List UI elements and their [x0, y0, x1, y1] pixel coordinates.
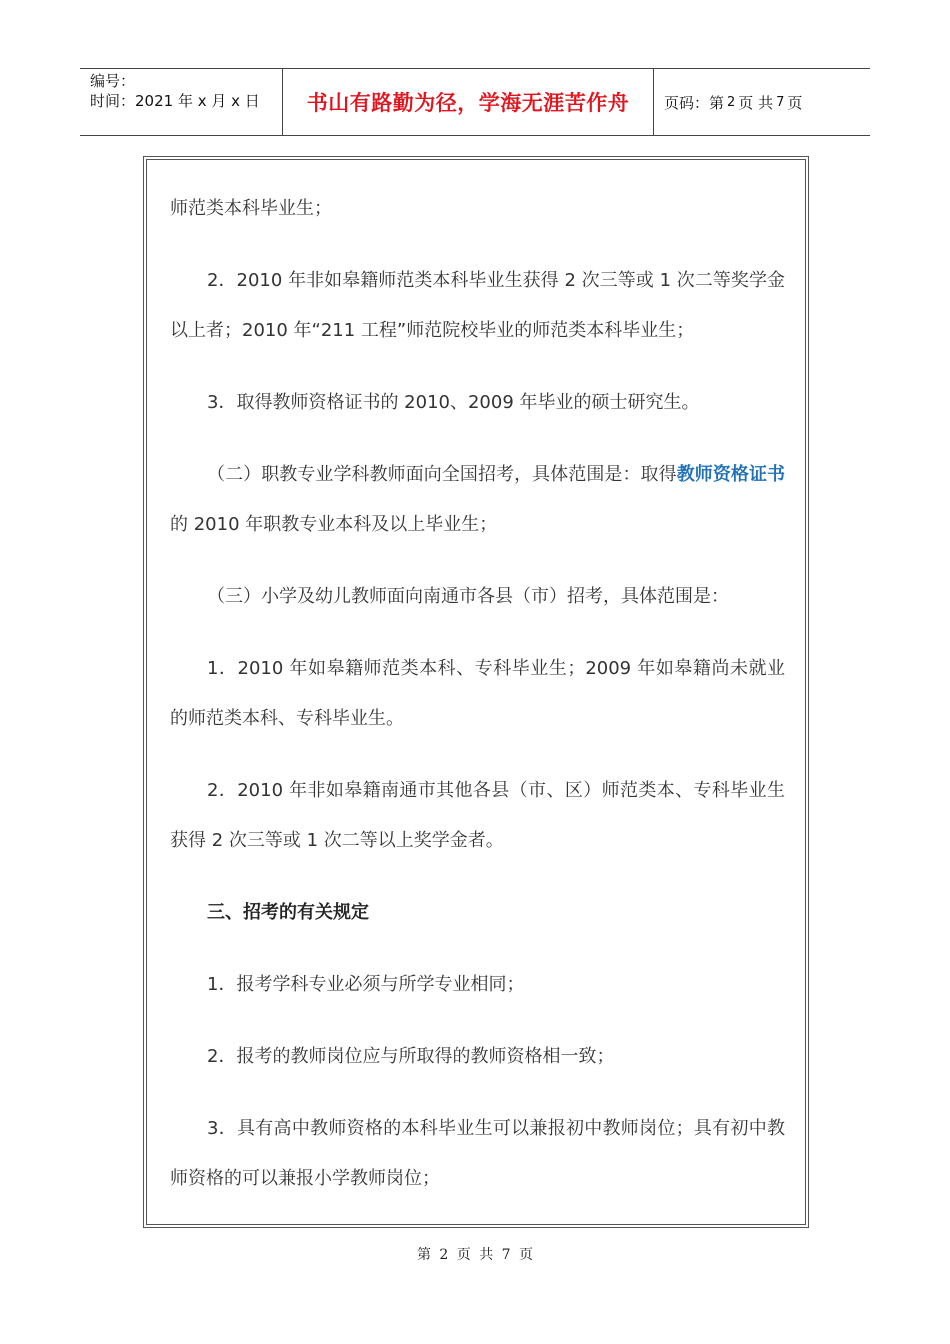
document-time-label: 时间：2021 年 x 月 x 日 — [90, 92, 260, 110]
paragraph: （三）小学及幼儿教师面向南通市各县（市）招考，具体范围是： — [207, 586, 729, 607]
paragraph: 2．2010 年非如皋籍南通市其他各县（市、区）师范类本、专科毕业生获得 2 次三等或 1 次二等以上奖学金者。 — [170, 780, 785, 851]
teacher-certificate-link[interactable]: 教师资格证书 — [676, 464, 786, 485]
paragraph — [170, 450, 785, 550]
page-mid: 页 共 — [738, 93, 774, 112]
document-number-label: 编号： — [90, 72, 136, 90]
paragraph: 2．2010 年非如皋籍师范类本科毕业生获得 2 次三等或 1 次二等奖学金以上者；2010 年“211 工程”师范院校毕业的师范类本科毕业生； — [170, 270, 785, 341]
paragraph: 3．取得教师资格证书的 2010、2009 年毕业的硕士研究生。 — [207, 392, 700, 413]
paragraph: 2．报考的教师岗位应与所取得的教师资格相一致； — [207, 1046, 615, 1067]
page-total: 7 — [776, 94, 785, 110]
page-header — [80, 68, 870, 136]
paragraph: 1．2010 年如皋籍师范类本科、专科毕业生；2009 年如皋籍尚未就业的师范类本科、专科毕业生。 — [170, 658, 785, 729]
paragraph: 3．具有高中教师资格的本科毕业生可以兼报初中教师岗位；具有初中教师资格的可以兼报小学教师岗位； — [170, 1118, 785, 1189]
document-body — [170, 184, 785, 1226]
section-heading: 三、招考的有关规定 — [207, 902, 369, 923]
page-footer: 第 2 页 共 7 页 — [416, 1247, 534, 1263]
page-suffix: 页 — [787, 93, 803, 112]
paragraph: 师范类本科毕业生； — [170, 198, 332, 219]
header-meta — [80, 69, 282, 135]
paragraph-text: （二）职教专业学科教师面向全国招考，具体范围是：取得 — [207, 464, 677, 485]
header-motto: 书山有路勤为径，学海无涯苦作舟 — [282, 69, 654, 135]
paragraph-text: 的 2010 年职教专业本科及以上毕业生； — [170, 514, 498, 535]
page-current: 2 — [727, 94, 736, 110]
page-prefix: 页码：第 — [664, 93, 725, 112]
header-page-indicator — [654, 69, 870, 135]
paragraph: 1．报考学科专业必须与所学专业相同； — [207, 974, 525, 995]
